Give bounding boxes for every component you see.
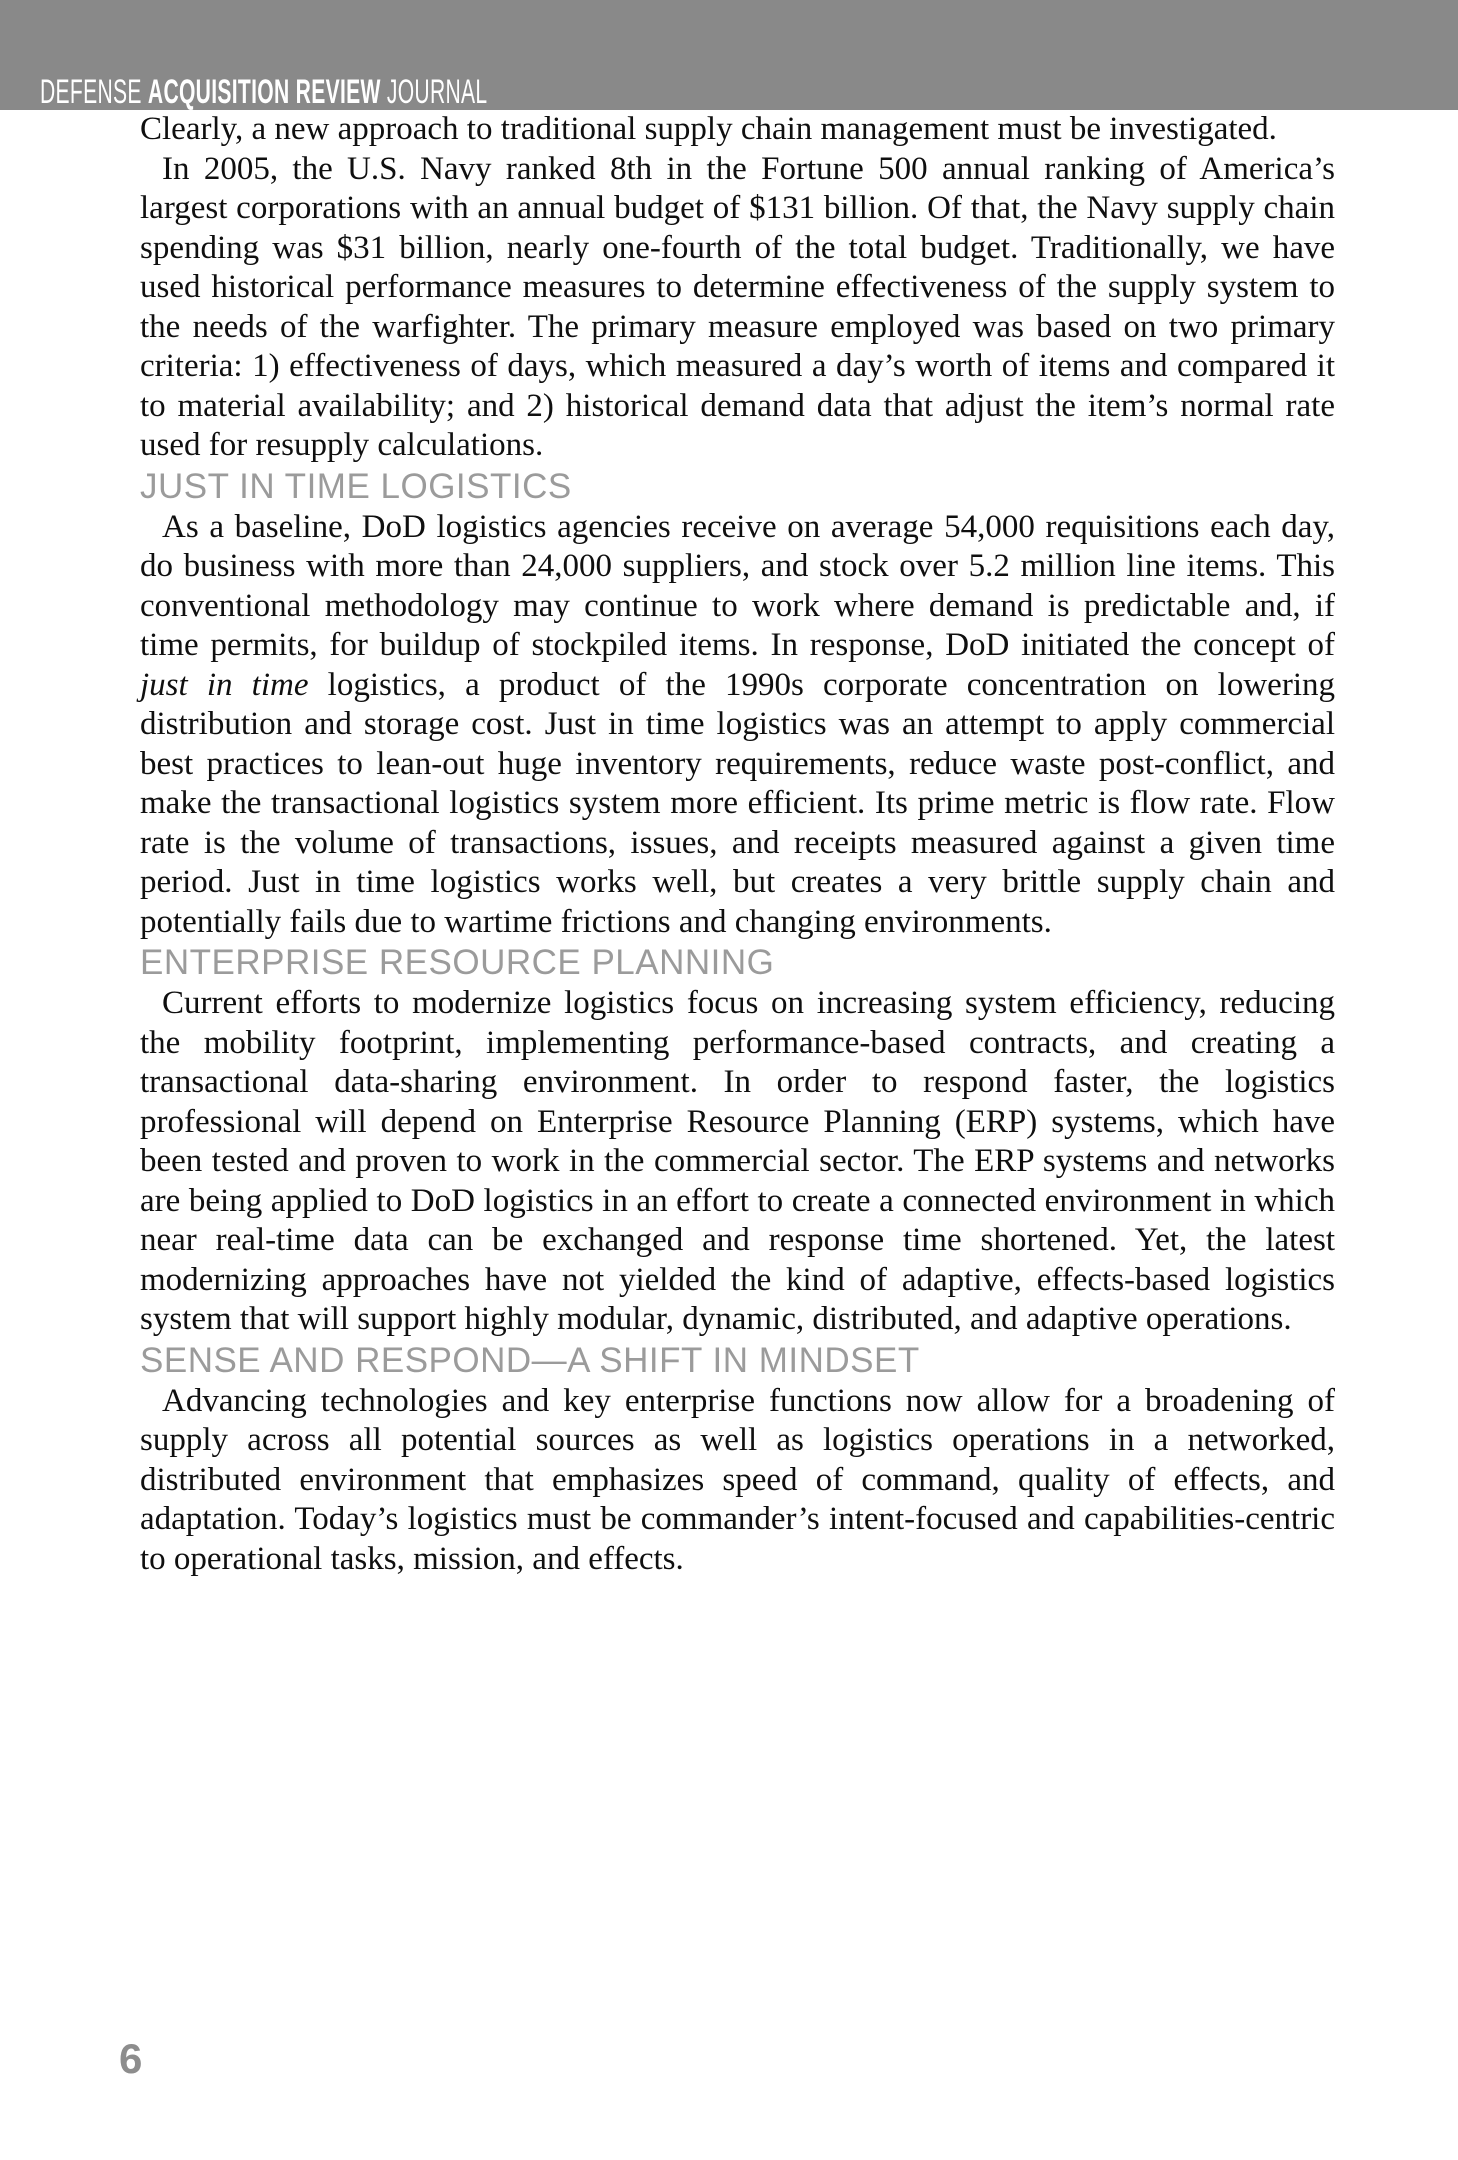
section-paragraph-sense-and-respond: Advancing technologies and key enterprise functions now allow for a broadening of supply across all potential sources as well as logistics operations in a networked, distributed environment that emphasizes speed of command, quality of effects, and adaptation. Today’s logistics must be commander’s intent-focused and capabilities-centric to operational tasks, mission, and effects. [140, 1382, 1335, 1577]
section-paragraph-just-in-time-logistics: As a baseline, DoD logistics agencies receive on average 54,000 requisitions each day, do business with more than 24,000 suppliers, and stock over 5.2 million line items. This conventional methodology may continue to work where demand is predictable and, if time permits, for buildup of stockpiled items. In response, DoD initiated the concept of just in time logistics, a product of the 1990s corporate concentration on lowering distribution and storage cost. Just in time logistics was an attempt to apply commercial best practices to lean-out huge inventory requirements, reduce waste post-conflict, and make the transactional logistics system more efficient. Its prime metric is flow rate. Flow rate is the volume of transactions, issues, and receipts measured against a given time period. Just in time logistics works well, but creates a very brittle supply chain and potentially fails due to wartime frictions and changing environments. [140, 508, 1335, 940]
section-paragraph-enterprise-resource-planning: Current efforts to modernize logistics focus on increasing system efficiency, reducing the mobility footprint, implementing performance-based contracts, and creating a transactional data-sharing environment. In order to respond faster, the logistics professional will depend on Enterprise Resource Planning (ERP) systems, which have been tested and proven to work in the commercial sector. The ERP systems and networks are being applied to DoD logistics in an effort to create a connected environment in which near real-time data can be exchanged and response time shortened. Yet, the latest modernizing approaches have not yielded the kind of adaptive, effects-based logistics system that will support highly modular, dynamic, distributed, and adaptive operations. [140, 985, 1335, 1337]
journal-title-prefix: DEFENSE [40, 73, 148, 111]
section-heading-sense-and-respond: SENSE AND RESPOND—A SHIFT IN MINDSET [140, 1340, 920, 1380]
journal-header-bar [0, 0, 1458, 110]
section-heading-enterprise-resource-planning: ENTERPRISE RESOURCE PLANNING [140, 943, 775, 982]
intro-continuation-paragraph: Clearly, a new approach to traditional supply chain management must be investigated. [140, 111, 1277, 147]
section-heading-just-in-time-logistics: JUST IN TIME LOGISTICS [140, 466, 572, 506]
journal-title-bold: ACQUISITION REVIEW [147, 73, 381, 111]
intro-paragraph: In 2005, the U.S. Navy ranked 8th in the Fortune 500 annual ranking of America’s largest corporations with an annual budget of $131 billion. Of that, the Navy supply chain spending was $31 billion, nearly one-fourth of the total budget. Traditionally, we have used historical performance measures to determine effectiveness of the supply system to the needs of the warfighter. The primary measure employed was based on two primary criteria: 1) effectiveness of days, which measured a day’s worth of items and compared it to material availability; and 2) historical demand data that adjust the item’s normal rate used for resupply calculations. [140, 150, 1335, 463]
page-body [140, 110, 1335, 1579]
page-number: 6 [119, 2035, 143, 2082]
journal-title [40, 75, 487, 109]
journal-title-suffix: JOURNAL [380, 73, 488, 111]
